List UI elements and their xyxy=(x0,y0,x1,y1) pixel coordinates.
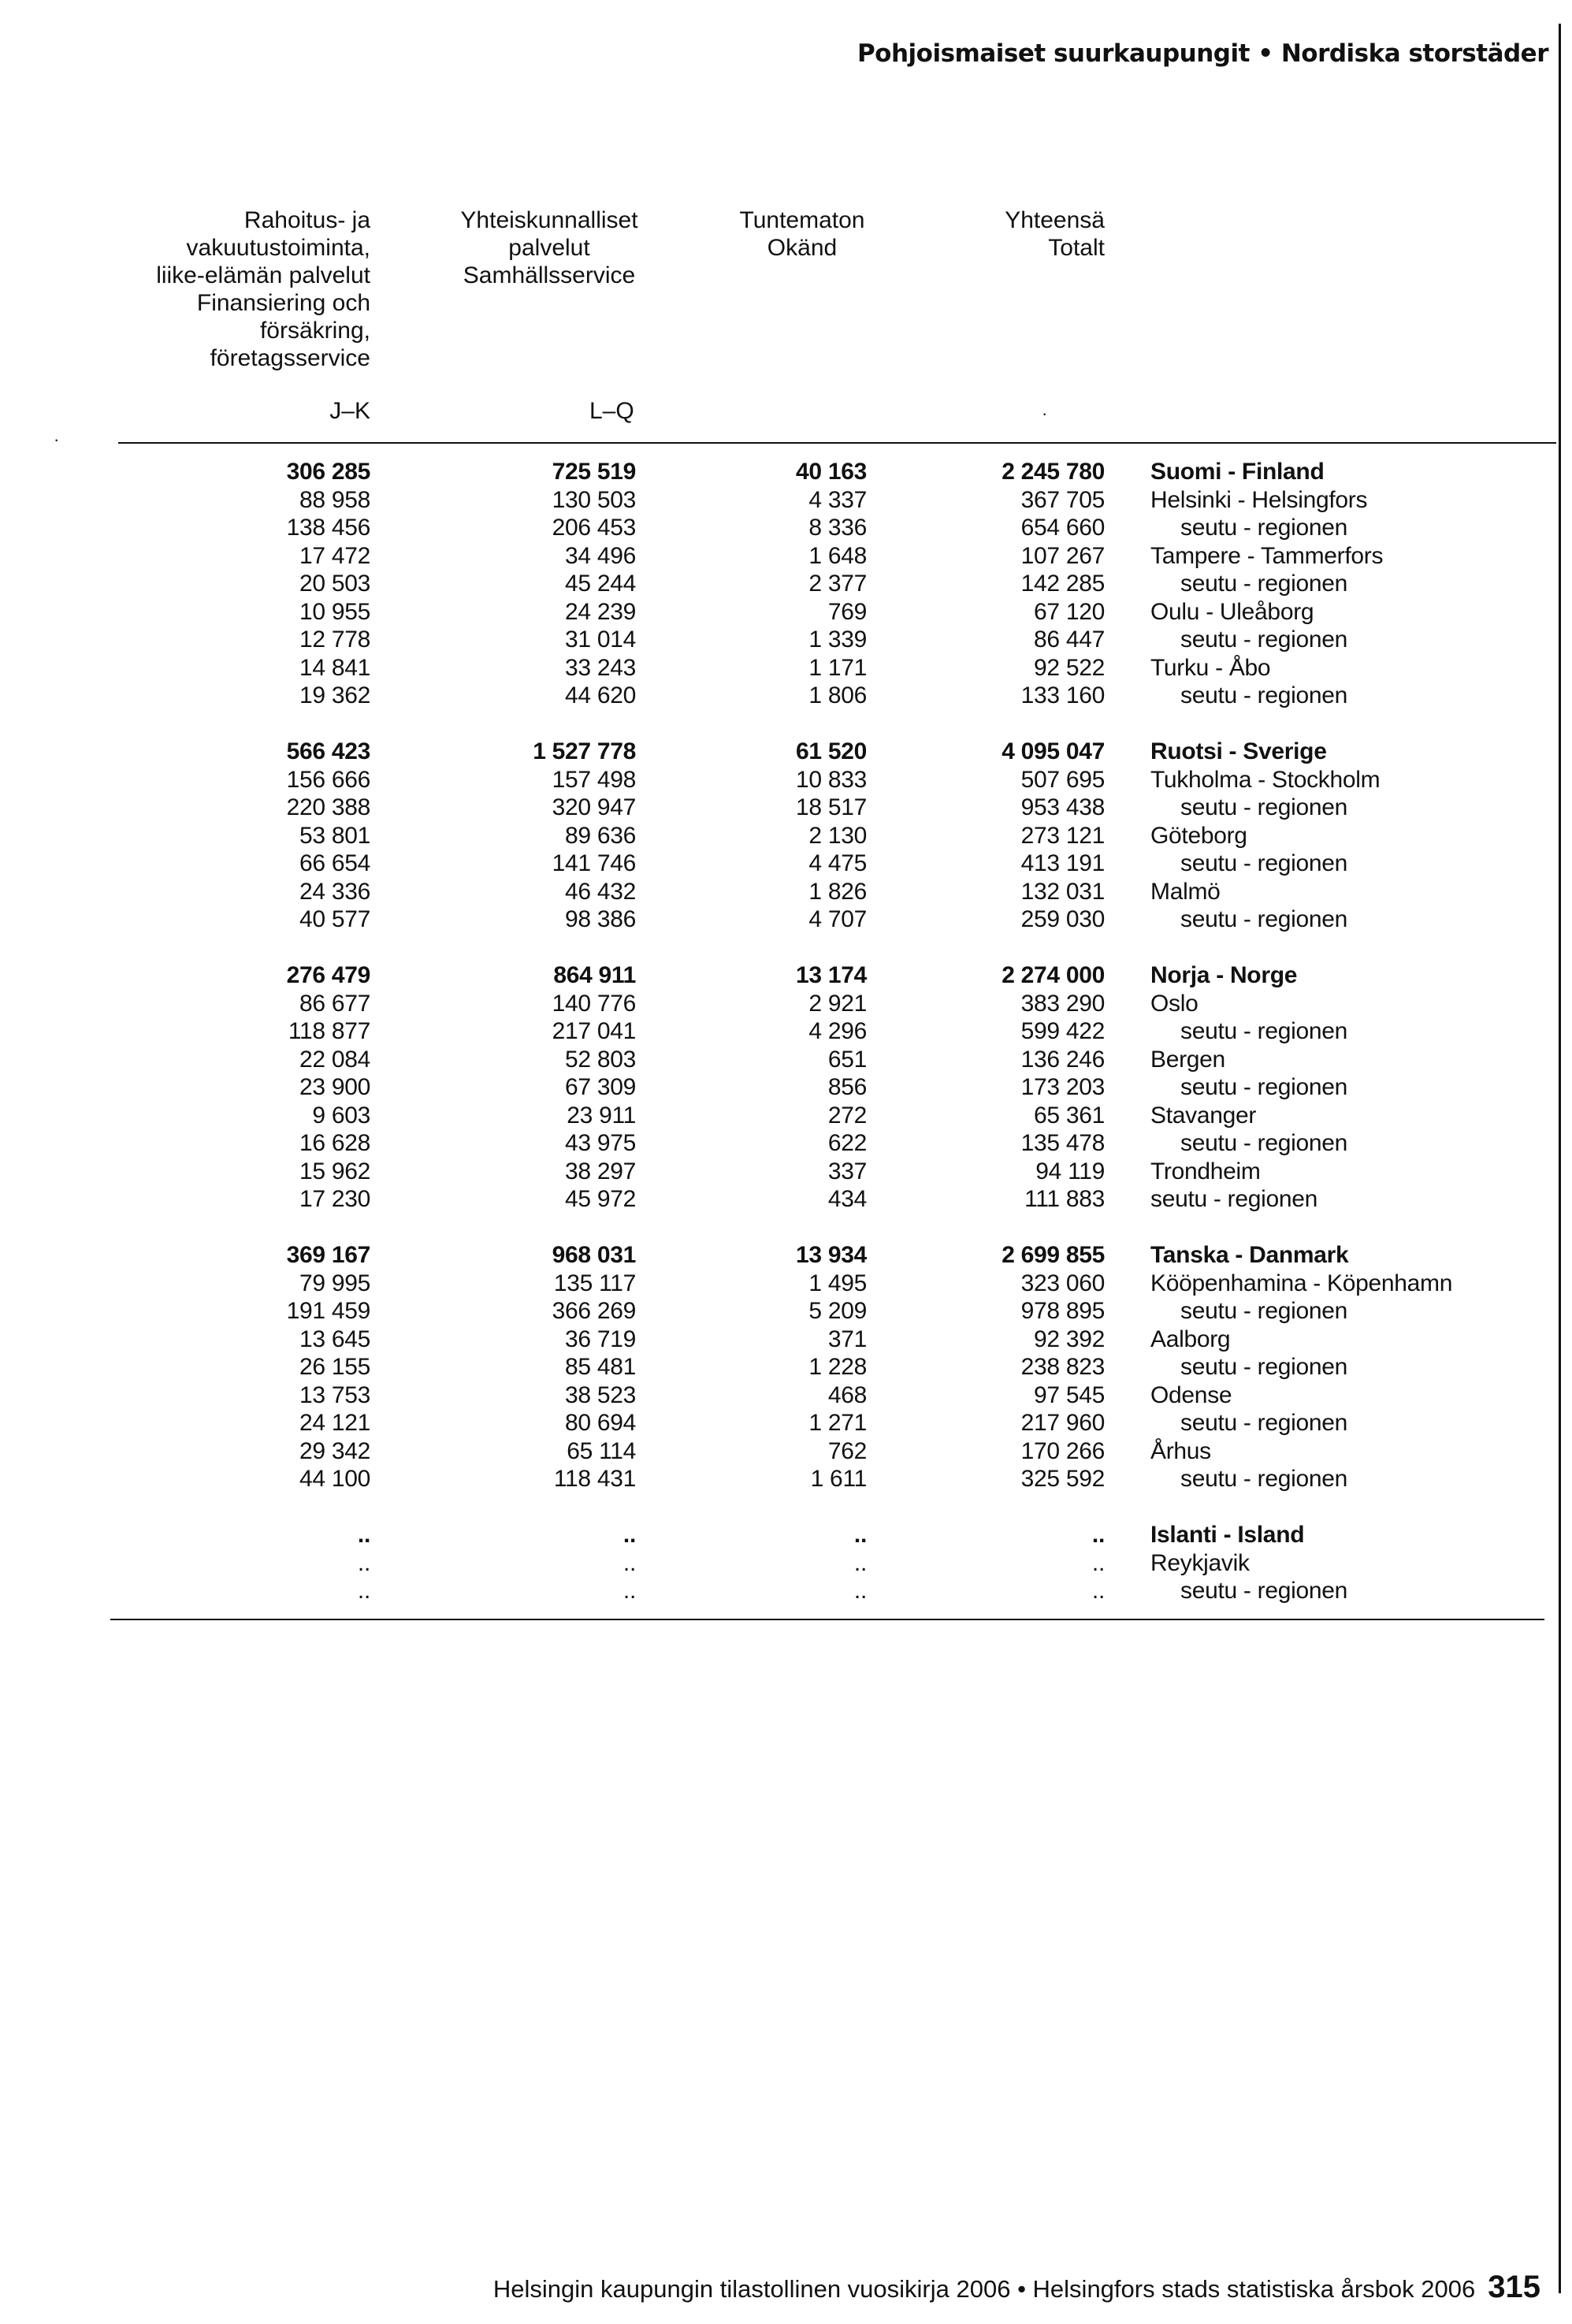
table-cell-area-name: Stavanger xyxy=(1150,1103,1257,1129)
table-cell-value: 98 386 xyxy=(565,906,636,932)
table-cell-value: 5 209 xyxy=(808,1298,867,1324)
table-row xyxy=(0,1549,1572,1578)
table-cell-value: 769 xyxy=(827,599,867,625)
table-row-country xyxy=(0,458,1572,486)
table-cell-value: 13 174 xyxy=(796,962,867,988)
table-cell-value: .. xyxy=(853,1522,867,1548)
header-rule xyxy=(118,442,1556,444)
table-cell-area-name: Helsinki - Helsingfors xyxy=(1150,487,1368,513)
table-cell-value: .. xyxy=(1091,1578,1105,1604)
table-row xyxy=(0,822,1572,850)
table-cell-value: 140 776 xyxy=(552,991,636,1017)
table-row xyxy=(0,1437,1572,1466)
table-cell-value: 2 377 xyxy=(808,571,867,597)
table-cell-value: 118 431 xyxy=(553,1466,636,1492)
table-cell-value: 220 388 xyxy=(286,794,370,820)
table-cell-value: 622 xyxy=(827,1130,867,1156)
table-cell-value: 24 336 xyxy=(299,879,370,905)
table-cell-value: 651 xyxy=(827,1047,867,1073)
table-cell-value: 856 xyxy=(827,1074,867,1100)
table-cell-value: 217 041 xyxy=(552,1018,636,1044)
table-cell-area-name: Göteborg xyxy=(1150,823,1247,849)
table-cell-value: .. xyxy=(622,1578,636,1604)
table-cell-area-name: Tanska - Danmark xyxy=(1150,1242,1349,1268)
table-cell-value: 366 269 xyxy=(552,1298,636,1324)
table-cell-value: 276 479 xyxy=(286,962,370,988)
table-cell-value: 86 677 xyxy=(299,991,370,1017)
table-cell-value: 1 648 xyxy=(808,543,867,569)
table-cell-value: 86 447 xyxy=(1034,627,1105,653)
column-header-line: vakuutustoiminta, xyxy=(186,235,370,261)
table-cell-value: 19 362 xyxy=(299,682,370,708)
table-cell-value: 65 114 xyxy=(567,1438,636,1464)
table-cell-value: 36 719 xyxy=(565,1326,636,1352)
column-header-line: Yhteensä xyxy=(1005,207,1105,233)
table-cell-value: 1 495 xyxy=(808,1270,867,1296)
table-cell-value: 320 947 xyxy=(552,794,636,820)
table-cell-value: 18 517 xyxy=(796,794,867,820)
column-header-line: försäkring, xyxy=(259,318,370,344)
table-cell-value: 29 342 xyxy=(299,1438,370,1464)
table-cell-area-name: seutu - regionen xyxy=(1180,1130,1348,1156)
table-cell-value: 92 392 xyxy=(1034,1326,1105,1352)
table-cell-area-name: seutu - regionen xyxy=(1180,1074,1348,1100)
table-cell-value: 1 271 xyxy=(808,1410,867,1436)
table-cell-value: 80 694 xyxy=(565,1410,636,1436)
table-cell-area-name: seutu - regionen xyxy=(1180,794,1348,820)
table-cell-area-name: Tampere - Tammerfors xyxy=(1150,543,1384,569)
table-cell-value: 17 472 xyxy=(299,543,370,569)
table-cell-value: 2 921 xyxy=(808,991,867,1017)
table-cell-value: 2 274 000 xyxy=(1002,962,1105,988)
table-cell-value: 136 246 xyxy=(1020,1047,1105,1073)
column-header-line: Tuntematon xyxy=(739,207,865,233)
table-cell-area-name: seutu - regionen xyxy=(1150,1186,1318,1212)
table-cell-area-name: Reykjavik xyxy=(1150,1550,1250,1576)
table-cell-value: 654 660 xyxy=(1020,515,1105,541)
table-cell-value: 12 778 xyxy=(299,627,370,653)
table-cell-area-name: seutu - regionen xyxy=(1180,571,1348,597)
table-cell-value: 468 xyxy=(827,1382,867,1408)
page-number: 315 xyxy=(1488,2270,1540,2304)
column-header-community-services xyxy=(459,206,640,289)
table-row xyxy=(0,1409,1572,1437)
table-cell-value: 44 100 xyxy=(299,1466,370,1492)
table-cell-area-name: seutu - regionen xyxy=(1180,627,1348,653)
table-cell-area-name: seutu - regionen xyxy=(1180,1298,1348,1324)
table-row-country xyxy=(0,961,1572,990)
table-cell-value: 1 228 xyxy=(808,1354,867,1380)
table-cell-value: 978 895 xyxy=(1020,1298,1105,1324)
column-header-total xyxy=(994,206,1105,262)
table-cell-value: 40 163 xyxy=(796,459,867,485)
table-row xyxy=(0,626,1572,654)
table-row xyxy=(0,1158,1572,1186)
table-cell-value: 17 230 xyxy=(299,1186,370,1212)
table-cell-value: 306 285 xyxy=(286,459,370,485)
table-cell-value: 953 438 xyxy=(1020,794,1105,820)
table-cell-value: 4 296 xyxy=(808,1018,867,1044)
table-cell-area-name: Islanti - Island xyxy=(1150,1522,1305,1548)
table-cell-value: 13 645 xyxy=(299,1326,370,1352)
table-row xyxy=(0,1270,1572,1298)
table-cell-area-name: Kööpenhamina - Köpenhamn xyxy=(1150,1270,1453,1296)
stray-dot: · xyxy=(54,429,60,449)
table-row xyxy=(0,905,1572,934)
table-cell-area-name: Århus xyxy=(1150,1438,1211,1464)
table-cell-value: 566 423 xyxy=(286,738,370,764)
table-cell-value: 13 934 xyxy=(796,1242,867,1268)
table-cell-value: 45 972 xyxy=(565,1186,636,1212)
column-header-unknown xyxy=(723,206,881,262)
table-cell-area-name: Malmö xyxy=(1150,879,1221,905)
table-cell-value: 142 285 xyxy=(1020,571,1105,597)
table-cell-area-name: seutu - regionen xyxy=(1180,682,1348,708)
table-cell-value: 135 117 xyxy=(553,1270,636,1296)
table-cell-value: 52 803 xyxy=(565,1047,636,1073)
table-cell-area-name: Aalborg xyxy=(1150,1326,1231,1352)
table-cell-value: 259 030 xyxy=(1020,906,1105,932)
table-row xyxy=(0,990,1572,1018)
column-header-line: Finansiering och xyxy=(196,290,370,316)
column-header-line: liike-elämän palvelut xyxy=(156,262,370,288)
table-cell-value: 135 478 xyxy=(1020,1130,1105,1156)
table-row xyxy=(0,850,1572,878)
table-cell-value: 24 121 xyxy=(299,1410,370,1436)
table-row-country xyxy=(0,1241,1572,1270)
table-cell-value: 238 823 xyxy=(1020,1354,1105,1380)
table-cell-value: 10 955 xyxy=(299,599,370,625)
table-cell-value: 323 060 xyxy=(1020,1270,1105,1296)
table-cell-value: 107 267 xyxy=(1020,543,1105,569)
table-cell-value: 89 636 xyxy=(565,823,636,849)
table-cell-value: 507 695 xyxy=(1020,767,1105,793)
table-cell-value: 1 806 xyxy=(808,682,867,708)
table-row xyxy=(0,1046,1572,1074)
table-cell-value: 217 960 xyxy=(1020,1410,1105,1436)
table-row xyxy=(0,1381,1572,1410)
table-cell-value: 24 239 xyxy=(565,599,636,625)
stray-dot: · xyxy=(1042,403,1048,423)
table-cell-value: 111 883 xyxy=(1024,1186,1105,1212)
table-row xyxy=(0,1465,1572,1493)
table-row xyxy=(0,794,1572,822)
table-cell-value: .. xyxy=(357,1522,370,1548)
table-row xyxy=(0,1129,1572,1158)
table-cell-value: 371 xyxy=(827,1326,867,1352)
table-cell-value: 4 095 047 xyxy=(1002,738,1105,764)
footer-text: Helsingin kaupungin tilastollinen vuosikirja 2006 • Helsingfors stads statistiska årsbok 2006 xyxy=(492,2275,1476,2303)
table-cell-value: 170 266 xyxy=(1020,1438,1105,1464)
table-cell-value: 66 654 xyxy=(299,850,370,876)
table-cell-value: .. xyxy=(853,1550,867,1576)
table-row xyxy=(0,1326,1572,1354)
table-cell-value: 1 171 xyxy=(808,655,867,681)
column-header-line: palvelut xyxy=(508,235,590,261)
table-cell-value: 118 877 xyxy=(288,1018,370,1044)
table-cell-value: .. xyxy=(357,1578,370,1604)
table-cell-value: 61 520 xyxy=(796,738,867,764)
table-cell-value: 2 130 xyxy=(808,823,867,849)
table-cell-value: 1 611 xyxy=(810,1466,867,1492)
table-cell-value: 762 xyxy=(827,1438,867,1464)
table-cell-value: 367 705 xyxy=(1020,487,1105,513)
table-row xyxy=(0,878,1572,906)
column-header-line: företagsservice xyxy=(210,345,370,371)
table-row xyxy=(0,514,1572,542)
table-cell-value: 4 337 xyxy=(808,487,867,513)
table-cell-area-name: seutu - regionen xyxy=(1180,850,1348,876)
table-cell-value: .. xyxy=(622,1550,636,1576)
table-row xyxy=(0,570,1572,598)
table-cell-value: .. xyxy=(1091,1550,1105,1576)
table-cell-value: .. xyxy=(853,1578,867,1604)
table-cell-area-name: Bergen xyxy=(1150,1047,1225,1073)
table-cell-area-name: Odense xyxy=(1150,1382,1232,1408)
table-cell-value: .. xyxy=(622,1522,636,1548)
table-cell-area-name: seutu - regionen xyxy=(1180,1354,1348,1380)
table-cell-value: 13 753 xyxy=(299,1382,370,1408)
table-cell-area-name: seutu - regionen xyxy=(1180,1578,1348,1604)
table-cell-area-name: seutu - regionen xyxy=(1180,1410,1348,1436)
table-cell-area-name: seutu - regionen xyxy=(1180,906,1348,932)
table-cell-value: 138 456 xyxy=(286,515,370,541)
table-cell-value: 38 523 xyxy=(565,1382,636,1408)
table-cell-value: 33 243 xyxy=(565,655,636,681)
table-cell-value: 67 120 xyxy=(1034,599,1105,625)
table-cell-value: 141 746 xyxy=(552,850,636,876)
table-cell-area-name: seutu - regionen xyxy=(1180,1018,1348,1044)
table-cell-value: 43 975 xyxy=(565,1130,636,1156)
table-cell-value: 272 xyxy=(827,1103,867,1129)
table-cell-value: 16 628 xyxy=(299,1130,370,1156)
table-cell-value: 130 503 xyxy=(552,487,636,513)
table-cell-value: 92 522 xyxy=(1034,655,1105,681)
page-footer xyxy=(493,2270,1540,2305)
table-cell-value: 156 666 xyxy=(286,767,370,793)
table-cell-value: 53 801 xyxy=(299,823,370,849)
table-cell-value: 67 309 xyxy=(565,1074,636,1100)
table-cell-value: 44 620 xyxy=(565,682,636,708)
table-cell-value: 369 167 xyxy=(286,1242,370,1268)
table-cell-value: 413 191 xyxy=(1020,850,1105,876)
table-cell-value: 191 459 xyxy=(286,1298,370,1324)
table-cell-value: 1 527 778 xyxy=(533,738,636,764)
table-cell-area-name: Trondheim xyxy=(1150,1158,1261,1184)
table-cell-value: 1 339 xyxy=(808,627,867,653)
table-cell-value: 2 699 855 xyxy=(1002,1242,1105,1268)
table-row-country xyxy=(0,738,1572,766)
table-cell-value: 79 995 xyxy=(299,1270,370,1296)
table-row xyxy=(0,486,1572,515)
table-cell-value: .. xyxy=(357,1550,370,1576)
table-cell-value: 38 297 xyxy=(565,1158,636,1184)
table-cell-value: 337 xyxy=(827,1158,867,1184)
table-row-country xyxy=(0,1521,1572,1549)
table-cell-value: 434 xyxy=(827,1186,867,1212)
table-cell-value: 2 245 780 xyxy=(1002,459,1105,485)
bottom-rule xyxy=(110,1619,1544,1620)
table-cell-value: 45 244 xyxy=(565,571,636,597)
column-header-line: Rahoitus- ja xyxy=(243,207,370,233)
table-cell-value: 206 453 xyxy=(552,515,636,541)
table-cell-value: 97 545 xyxy=(1034,1382,1105,1408)
table-cell-value: 864 911 xyxy=(553,962,636,988)
table-cell-area-name: Suomi - Finland xyxy=(1150,459,1325,485)
table-row xyxy=(0,1577,1572,1605)
table-cell-value: 22 084 xyxy=(299,1047,370,1073)
table-cell-value: 31 014 xyxy=(565,627,636,653)
table-cell-area-name: Oslo xyxy=(1150,991,1199,1017)
column-header-line: Samhällsservice xyxy=(463,262,636,288)
table-cell-value: 26 155 xyxy=(299,1354,370,1380)
column-header-line: Totalt xyxy=(1048,235,1105,261)
table-row xyxy=(0,542,1572,571)
table-row xyxy=(0,1102,1572,1130)
column-header-finance xyxy=(156,206,370,372)
table-cell-value: 8 336 xyxy=(808,515,867,541)
table-cell-value: 725 519 xyxy=(552,459,636,485)
table-cell-value: 10 833 xyxy=(796,767,867,793)
table-cell-value: 173 203 xyxy=(1020,1074,1105,1100)
table-cell-area-name: seutu - regionen xyxy=(1180,515,1348,541)
table-cell-area-name: seutu - regionen xyxy=(1180,1466,1348,1492)
table-row xyxy=(0,766,1572,794)
table-row xyxy=(0,682,1572,710)
table-cell-value: 157 498 xyxy=(552,767,636,793)
table-cell-value: 46 432 xyxy=(565,879,636,905)
table-row xyxy=(0,654,1572,682)
table-cell-value: 14 841 xyxy=(299,655,370,681)
table-cell-area-name: Turku - Åbo xyxy=(1150,655,1271,681)
table-cell-value: 132 031 xyxy=(1020,879,1105,905)
table-row xyxy=(0,598,1572,627)
table-cell-value: 4 707 xyxy=(808,906,867,932)
table-row xyxy=(0,1017,1572,1046)
table-cell-value: 23 900 xyxy=(299,1074,370,1100)
table-cell-value: 94 119 xyxy=(1035,1158,1105,1184)
table-cell-value: 599 422 xyxy=(1020,1018,1105,1044)
column-header-line: Yhteiskunnalliset xyxy=(460,207,638,233)
table-cell-value: 133 160 xyxy=(1020,682,1105,708)
table-cell-area-name: Ruotsi - Sverige xyxy=(1150,738,1327,764)
table-cell-value: 20 503 xyxy=(299,571,370,597)
column-header-line: Okänd xyxy=(767,235,838,261)
table-cell-value: 1 826 xyxy=(808,879,867,905)
table-cell-value: .. xyxy=(1091,1522,1105,1548)
table-cell-value: 85 481 xyxy=(565,1354,636,1380)
table-cell-value: 325 592 xyxy=(1020,1466,1105,1492)
page-header: Pohjoismaiset suurkaupungit • Nordiska storstäder xyxy=(857,39,1548,68)
table-row xyxy=(0,1073,1572,1102)
table-cell-value: 40 577 xyxy=(299,906,370,932)
table-row xyxy=(0,1297,1572,1326)
table-cell-area-name: Oulu - Uleåborg xyxy=(1150,599,1314,625)
table-cell-value: 65 361 xyxy=(1034,1103,1105,1129)
table-cell-value: 9 603 xyxy=(312,1103,370,1129)
table-cell-area-name: Norja - Norge xyxy=(1150,962,1298,988)
table-cell-value: 15 962 xyxy=(299,1158,370,1184)
table-cell-value: 4 475 xyxy=(808,850,867,876)
column-code-lq: L–Q xyxy=(589,398,634,424)
column-code-jk: J–K xyxy=(329,398,370,424)
table-row xyxy=(0,1185,1572,1214)
table-row xyxy=(0,1353,1572,1381)
table-cell-value: 34 496 xyxy=(565,543,636,569)
table-cell-area-name: Tukholma - Stockholm xyxy=(1150,767,1381,793)
table-cell-value: 273 121 xyxy=(1020,823,1105,849)
table-cell-value: 88 958 xyxy=(299,487,370,513)
table-cell-value: 968 031 xyxy=(552,1242,636,1268)
table-cell-value: 383 290 xyxy=(1020,991,1105,1017)
table-cell-value: 23 911 xyxy=(567,1103,636,1129)
